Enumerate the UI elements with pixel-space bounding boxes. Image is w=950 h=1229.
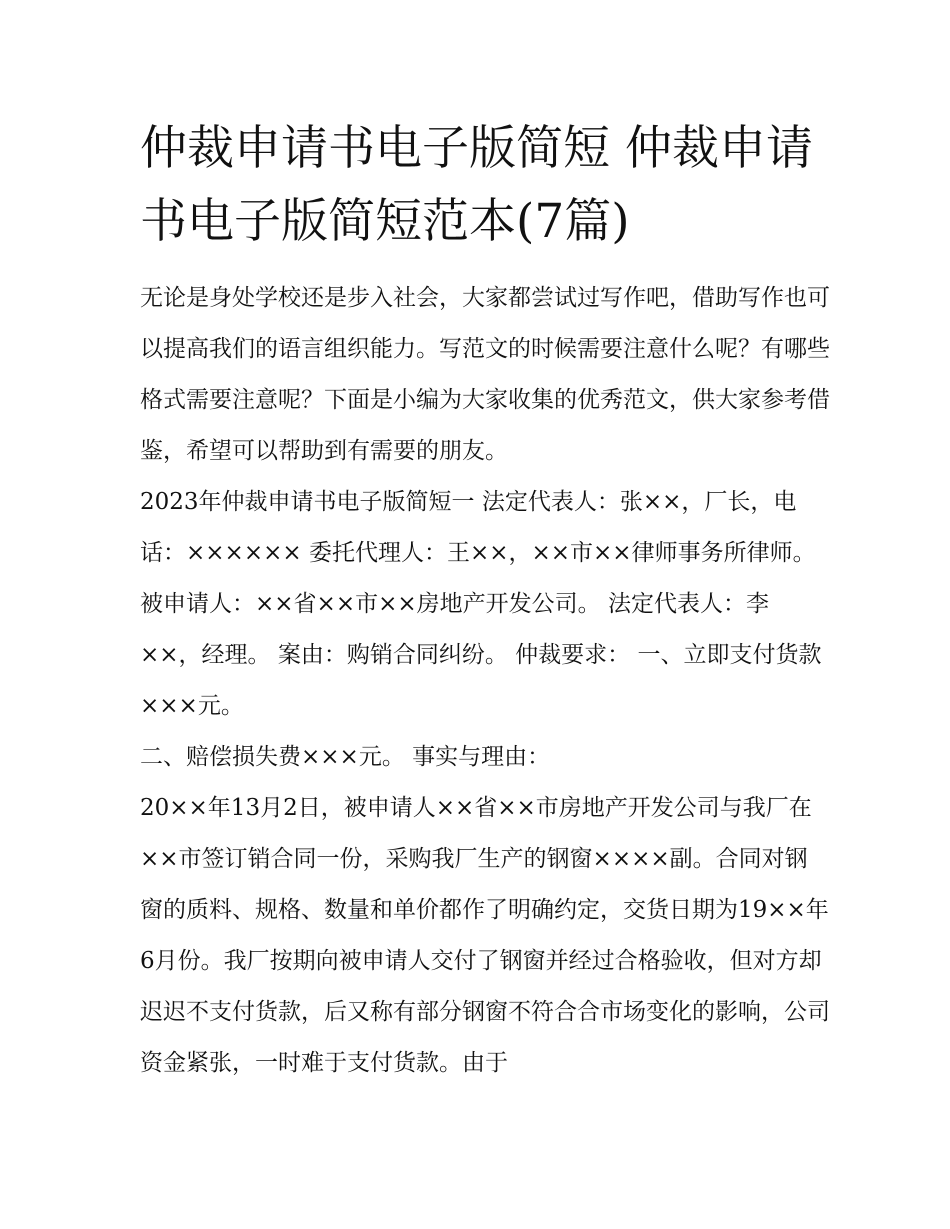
intro-paragraph: 无论是身处学校还是步入社会，大家都尝试过写作吧，借助写作也可以提高我们的语言组织能力。写范文的时候需要注意什么呢？有哪些格式需要注意呢？下面是小编为大家收集的优秀范文，供大家参考借鉴，希望可以帮助到有需要的朋友。 [140, 285, 830, 464]
facts-paragraph: 20××年13月2日，被申请人××省××市房地产开发公司与我厂在××市签订销合同一份，采购我厂生产的钢窗××××副。合同对钢窗的质料、规格、数量和单价都作了明确约定，交货日期为19××年6月份。我厂按期向被申请人交付了钢窗并经过合格验收，但对方却迟迟不支付货款，后又称有部分钢窗不符合合市场变化的影响，公司资金紧张，一时难于支付货款。由于 [140, 795, 830, 1076]
document-title: 仲裁申请书电子版简短 仲裁申请书电子版简短范本(7篇) [140, 121, 813, 249]
claims-paragraph: 二、赔偿损失费×××元。 事实与理由： [140, 744, 551, 770]
parties-paragraph: 2023年仲裁申请书电子版简短一 法定代表人：张××，厂长，电话：×××××× 委托代理人：王××，××市××律师事务所律师。 被申请人：××省××市××房地产开发公司。 法定代表人：李××，经理。 案由：购销合同纠纷。 仲裁要求： 一、立即支付货款×××元。 [140, 489, 822, 719]
document-body [140, 273, 830, 1089]
